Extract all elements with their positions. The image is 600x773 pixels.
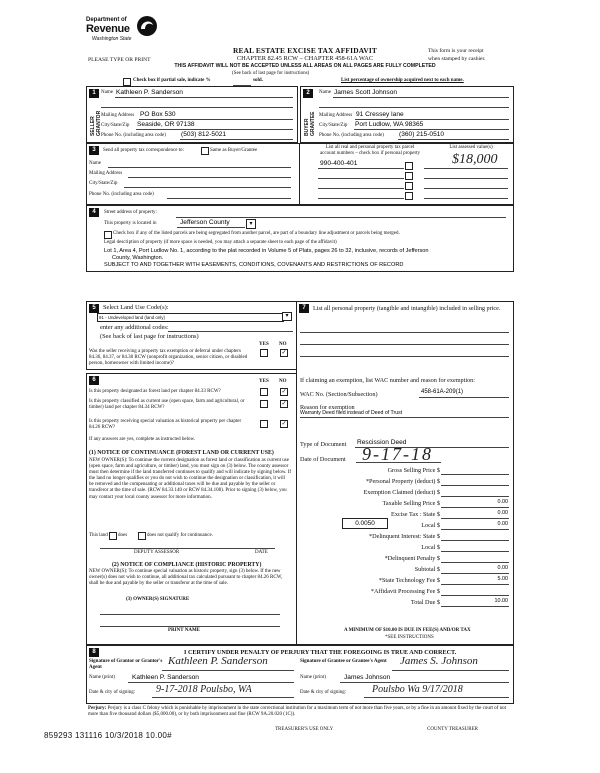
parcel-pp-checkbox-1[interactable]	[405, 162, 413, 170]
form-warning: THIS AFFIDAVIT WILL NOT BE ACCEPTED UNLESS ALL AREAS ON ALL PAGES ARE FULLY COMPLETED	[174, 63, 436, 69]
exemption-yes-checkbox[interactable]	[260, 349, 268, 357]
notice-compliance-body: NEW OWNER(S): To continue special valuation as historic property, sign (3) below. If the new owner(s) does not wish to continue, all additional tax calculated pursuant to chapter 84.26 RCW, shall be due and payable by the seller or transferor at the time of sale.	[89, 569, 283, 587]
section-5-number: 5	[89, 304, 99, 313]
buyer-city[interactable]: Port Ludlow, WA 98365	[355, 121, 424, 128]
form-title: REAL ESTATE EXCISE TAX AFFIDAVIT	[232, 46, 378, 55]
seller-city-line	[136, 129, 293, 130]
wac-number[interactable]: 458-61A-209(1)	[421, 389, 464, 395]
section-4-number: 4	[89, 208, 99, 217]
assessed-line-1	[424, 168, 508, 169]
section-3-divider	[299, 143, 300, 204]
calc-line	[441, 573, 509, 574]
section-7-number: 7	[299, 304, 309, 313]
grantor-date-city-label: Date & city of signing:	[89, 690, 136, 695]
grantee-date-city-line	[364, 697, 509, 698]
historic-yes-checkbox[interactable]	[260, 420, 268, 428]
calc-label: *Delinquent Penalty $	[384, 555, 440, 562]
dor-swirl-icon	[136, 15, 158, 37]
personal-property-line-3	[300, 356, 509, 357]
buyer-side-label: BUYER GRANTEE	[304, 111, 316, 136]
section-5-yes: YES	[259, 342, 269, 347]
calc-line	[441, 540, 509, 541]
current-use-question: Is this property classified as current use (open space, farm and agricultural, or timber) land per chapter 84.34 RCW?	[89, 399, 245, 410]
section-2-number: 2	[303, 89, 313, 98]
certify-statement: I CERTIFY UNDER PENALTY OF PERJURY THAT THE FOREGOING IS TRUE AND CORRECT.	[184, 649, 457, 656]
additional-codes-label: enter any additional codes:	[100, 324, 169, 331]
calc-line	[441, 551, 509, 552]
grantor-name-label: Name (print)	[89, 675, 115, 680]
document-type-label: Type of Document	[300, 441, 347, 448]
section-8-number: 8	[89, 648, 99, 657]
exemption-no-checkbox[interactable]: ✓	[281, 350, 287, 356]
ownership-label: List percentage of ownership acquired next to each name.	[341, 78, 464, 83]
located-in-label: This property is located in	[104, 221, 157, 226]
buyer-address[interactable]: 91 Cressey lane	[356, 111, 404, 118]
personal-property-line-1	[300, 332, 509, 333]
logo-line3: Washington State	[92, 36, 132, 42]
perjury-text: Perjury is a class C felony which is punishable by imprisonment in the state correctional institution for a maximum term of not more than five years, or by a fine in an amount fixed by the court of not more than five thousand dollars ($5,000.00), or by both imprisonment and fine (RCW 9A.20.020 (1C)).	[88, 706, 506, 718]
partial-sale-label: Check box if partial sale, indicate %	[133, 78, 211, 83]
treasurer-use-only: TREASURER'S USE ONLY	[275, 727, 334, 732]
legal-desc-3[interactable]: SUBJECT TO AND TOGETHER WITH EASEMENTS, CONDITIONS, COVENANTS AND RESTRICTIONS OF RECORD	[104, 262, 404, 268]
corr-city-label: City/State/Zip	[89, 181, 118, 186]
receipt-note-2: when stamped by cashier.	[428, 56, 486, 62]
sold-label: sold.	[253, 78, 263, 83]
reason-line	[300, 417, 509, 418]
logo-line2: Revenue	[86, 23, 130, 35]
calc-line	[441, 595, 509, 596]
perjury-note	[88, 706, 512, 719]
parcel-header: List all real and personal property tax parcel account numbers – check box if personal property	[319, 145, 421, 156]
buyer-name[interactable]: James Scott Johnson	[334, 89, 398, 96]
historic-question: Is this property receiving special valuation as historical property per chapter 84.26 RCW?	[89, 419, 242, 430]
wac-line	[419, 397, 509, 398]
calc-label: Taxable Selling Price $	[382, 500, 440, 507]
seller-phone-line	[180, 139, 293, 140]
exemption-question: Was the seller receiving a property tax exemption or deferral under chapters 84.36, 84.37, or 84.38 RCW (nonprofit organization, senior citizen, or disabled person, homeowner with limited income)?	[89, 349, 248, 366]
seller-name-line	[115, 97, 293, 98]
calc-label: Subtotal $	[414, 566, 440, 573]
grantor-print-name[interactable]: Kathleen P. Sanderson	[132, 674, 199, 681]
print-name-label: PRINT NAME	[168, 628, 200, 633]
additional-codes-line	[168, 331, 293, 332]
calc-value[interactable]: 5.00	[497, 576, 508, 582]
partial-sale-checkbox[interactable]	[123, 78, 131, 86]
parcel-line-2	[318, 178, 404, 179]
historic-no-checkbox[interactable]: ✓	[281, 421, 287, 427]
recording-stamp: 859293 131116 10/3/2018 10.00#	[44, 731, 172, 740]
personal-property-line-2	[300, 344, 509, 345]
grantee-print-name[interactable]: James Johnson	[344, 674, 391, 681]
this-land-label: This land	[89, 533, 108, 538]
seller-city[interactable]: Seaside, OR 97138	[137, 121, 195, 128]
calc-label: Exemption Claimed (deduct) $	[363, 489, 440, 496]
document-date-label: Date of Document	[300, 456, 346, 463]
current-use-no-checkbox[interactable]: ✓	[281, 401, 287, 407]
calc-label: *Affidavit Processing Fee $	[370, 588, 440, 595]
seller-name-label: Name	[101, 90, 113, 95]
street-address-label: Street address of property:	[104, 210, 157, 215]
grantor-signature[interactable]: Kathleen P. Sanderson	[168, 655, 268, 667]
local-rate-box[interactable]: 0.0050	[342, 518, 388, 529]
see-back-header: (See back of last page for instructions)	[232, 71, 310, 76]
seller-phone[interactable]: (503) 812-5021	[181, 131, 227, 138]
please-type: PLEASE TYPE OR PRINT	[88, 57, 151, 63]
corr-phone-label: Phone No. (including area code)	[89, 192, 154, 197]
logo-line1: Department of	[86, 17, 127, 23]
does-not-checkbox[interactable]	[138, 532, 146, 540]
print-name-line	[100, 626, 280, 627]
buyer-name-line	[333, 97, 509, 98]
parcel-pp-checkbox-2[interactable]	[405, 172, 413, 180]
grantor-date-city[interactable]: 9-17-2018 Poulsbo, WA	[156, 684, 252, 695]
seller-address-line	[139, 119, 293, 120]
seller-city-label: City/State/Zip	[101, 123, 130, 128]
buyer-blank-line	[319, 107, 509, 108]
deputy-date-label: DATE	[255, 550, 268, 555]
grantee-signature-label: Signature of Grantee or Grantee's Agent	[300, 659, 387, 664]
calc-value[interactable]: 0.00	[497, 499, 508, 505]
calc-line	[441, 507, 509, 508]
street-address-line	[176, 217, 506, 218]
land-use-select[interactable]: 91 - Undeveloped land (land only)	[97, 313, 284, 322]
grantee-name-line	[340, 682, 509, 683]
parcel-pp-checkbox-3[interactable]	[405, 182, 413, 190]
buyer-phone[interactable]: (360) 215-0510	[399, 131, 445, 138]
calc-line	[441, 584, 509, 585]
seller-blank-line	[101, 107, 293, 108]
grantor-date-city-line	[152, 697, 294, 698]
corr-phone-line	[167, 198, 291, 199]
corr-name-line	[108, 167, 291, 168]
grantee-name-label: Name (print)	[300, 675, 326, 680]
land-use-dropdown-icon[interactable]: ▾	[282, 312, 292, 321]
segregated-checkbox[interactable]	[104, 231, 112, 239]
parcel-line-4	[318, 198, 404, 199]
claiming-exemption-label: If claiming an exemption, list WAC number and reason for exemption:	[300, 377, 475, 384]
owner-signature-label: (3) OWNER(S) SIGNATURE	[126, 597, 190, 602]
same-as-buyer-checkbox[interactable]	[201, 147, 209, 155]
legal-desc-label: Legal description of property (if more space is needed, you may attach a separate sheet to each page of the affidavit)	[104, 240, 337, 245]
buyer-city-label: City/State/Zip	[319, 123, 348, 128]
section-5-no: NO	[279, 342, 287, 347]
does-not-label: does not qualify for continuance.	[147, 533, 213, 538]
seller-name[interactable]: Kathleen P. Sanderson	[116, 89, 183, 96]
county-dropdown-icon[interactable]: ▾	[246, 219, 256, 229]
calc-label: Total Due $	[410, 599, 440, 606]
if-yes-note: If any answers are yes, complete as instructed below.	[89, 437, 196, 442]
perjury-label: Perjury:	[88, 706, 107, 711]
section-1-number: 1	[89, 89, 99, 98]
buyer-phone-label: Phone No. (including area code)	[319, 133, 384, 138]
calc-label: Local $	[421, 544, 440, 551]
calc-label: Excise Tax : State $	[391, 511, 440, 518]
section-6-yes: YES	[259, 379, 269, 384]
buyer-name-label: Name	[319, 90, 331, 95]
form-subtitle: CHAPTER 82.45 RCW – CHAPTER 458-61A WAC	[236, 55, 374, 62]
section-3-number: 3	[89, 146, 99, 155]
deputy-assessor-label: DEPUTY ASSESSOR	[134, 550, 180, 555]
county-select[interactable]: Jefferson County	[180, 219, 230, 226]
wac-label: WAC No. (Section/Subsection)	[300, 391, 378, 398]
assessed-header: List assessed value(s)	[449, 145, 493, 150]
grantee-date-city[interactable]: Poulsbo Wa 9/17/2018	[372, 684, 463, 695]
calc-line	[441, 496, 509, 497]
calc-value[interactable]: 0.00	[497, 565, 508, 571]
buyer-phone-line	[398, 139, 509, 140]
does-checkbox[interactable]	[109, 532, 117, 540]
calc-line	[441, 518, 509, 519]
county-treasurer: COUNTY TREASURER	[427, 727, 478, 732]
buyer-city-line	[354, 129, 509, 130]
grantee-signature[interactable]: James S. Johnson	[400, 655, 478, 667]
forest-no-checkbox[interactable]: ✓	[281, 389, 287, 395]
seller-phone-label: Phone No. (including area code)	[101, 133, 166, 138]
calc-line	[441, 485, 509, 486]
personal-property-label: List all personal property (tangible and intangible) included in selling price.	[313, 305, 501, 312]
corr-city-line	[124, 187, 291, 188]
seller-address-label: Mailing Address	[101, 113, 135, 118]
calc-line	[441, 474, 509, 475]
land-use-label: Select Land Use Code(s):	[103, 304, 169, 311]
county-line	[177, 227, 245, 228]
seller-address[interactable]: PO Box 530	[140, 111, 176, 118]
send-to-label: Send all property tax correspondence to:	[103, 148, 184, 153]
section-6-no: NO	[279, 379, 287, 384]
legal-desc-2[interactable]: County, Washington.	[112, 255, 164, 261]
corr-address-line	[128, 177, 291, 178]
calc-value[interactable]: 0.00	[497, 521, 508, 527]
grantee-signature-line	[392, 670, 509, 671]
document-date[interactable]: 9-17-18	[362, 444, 433, 464]
parcel-pp-checkbox-4[interactable]	[405, 192, 413, 200]
calc-value[interactable]: 0.00	[497, 510, 508, 516]
same-as-buyer-label: Same as Buyer/Grantee	[210, 148, 258, 153]
assessed-line-4	[424, 198, 508, 199]
calc-label: Gross Selling Price $	[387, 467, 440, 474]
receipt-note-1: This form is your receipt	[428, 48, 484, 54]
calc-value[interactable]: 10.00	[494, 598, 508, 604]
current-use-yes-checkbox[interactable]	[260, 400, 268, 408]
buyer-address-line	[355, 119, 509, 120]
buyer-address-label: Mailing Address	[319, 113, 353, 118]
grantee-date-city-label: Date & city of signing:	[300, 690, 347, 695]
notice-continuance-title: (1) NOTICE OF CONTINUANCE (FOREST LAND OR CURRENT USE)	[89, 450, 274, 456]
calc-label: *Delinquent Interest: State $	[369, 533, 440, 540]
calc-line	[441, 562, 509, 563]
land-use-see-back: (See back of last page for instructions)	[100, 333, 199, 340]
parcel-line-3	[318, 188, 404, 189]
minimum-due-note: A MINIMUM OF $10.00 IS DUE IN FEE(S) AND/OR TAX	[344, 628, 471, 633]
notice-continuance-body: NEW OWNER(S): To continue the current designation as forest land or classification as current use (open space, farm and agriculture, or timber) land, you must sign on (3) below. The county assessor must then determine if the land transferred continues to qualify and will indicate by signing below. If the land no longer qualifies or you do not wish to continue the designation or classification, it will be removed and the compensating or additional taxes will be due and payable by the seller or transferor at the time of sale. (RCW 84.33.140 or RCW 84.34.108). Prior to signing (3) below, you may contact your local county assessor for more information.	[89, 458, 291, 500]
grantor-signature-label: Signature of Grantor or Grantor's Agent	[89, 659, 163, 670]
reason-label: Reason for exemption	[300, 404, 355, 411]
calc-label: *Personal Property (deduct) $	[365, 478, 440, 485]
document-date-line	[356, 462, 441, 463]
calc-line	[441, 529, 509, 530]
assessed-line-2	[424, 178, 508, 179]
does-label: does	[118, 533, 128, 538]
seller-side-label: SELLER GRANTOR	[90, 110, 102, 136]
calc-line	[441, 606, 509, 607]
calc-label: Local $	[421, 522, 440, 529]
exemption-reason[interactable]: Warranty Deed filed instead of Deed of Trust	[300, 410, 403, 416]
document-type[interactable]: Rescission Deed	[357, 439, 407, 446]
notice-compliance-title: (2) NOTICE OF COMPLIANCE (HISTORIC PROPERTY)	[112, 562, 262, 568]
legal-desc-1[interactable]: Lot 1, Area 4, Port Ludlow No. 1, according to the plat recorded in Volume 5 of Plats, pages 26 to 32, inclusive, records of Jefferson	[104, 248, 429, 254]
corr-name-label: Name	[89, 161, 101, 166]
assessed-value[interactable]: $18,000	[452, 152, 498, 167]
deputy-assessor-line	[100, 548, 275, 549]
calc-label: *State Technology Fee $	[378, 577, 440, 584]
corr-address-label: Mailing Address	[89, 171, 123, 176]
assessed-line-3	[424, 188, 508, 189]
grantor-name-line	[128, 682, 294, 683]
section-6-number: 6	[89, 376, 99, 385]
section-6-special	[86, 373, 298, 645]
segregated-label: Check box if any of the listed parcels are being segregated from another parcel, are part of a boundary line adjustment or parcels being merged.	[113, 231, 400, 236]
owner-signature-line	[100, 614, 280, 615]
see-instructions-note: *SEE INSTRUCTIONS	[385, 635, 434, 640]
dor-logo	[86, 15, 166, 51]
parcel-number[interactable]: 990-400-401	[320, 160, 358, 167]
forest-yes-checkbox[interactable]	[260, 388, 268, 396]
parcel-line-1	[318, 168, 404, 169]
grantor-signature-line	[162, 670, 294, 671]
forest-land-question: Is this property designated as forest land per chapter 84.33 RCW?	[89, 389, 221, 394]
